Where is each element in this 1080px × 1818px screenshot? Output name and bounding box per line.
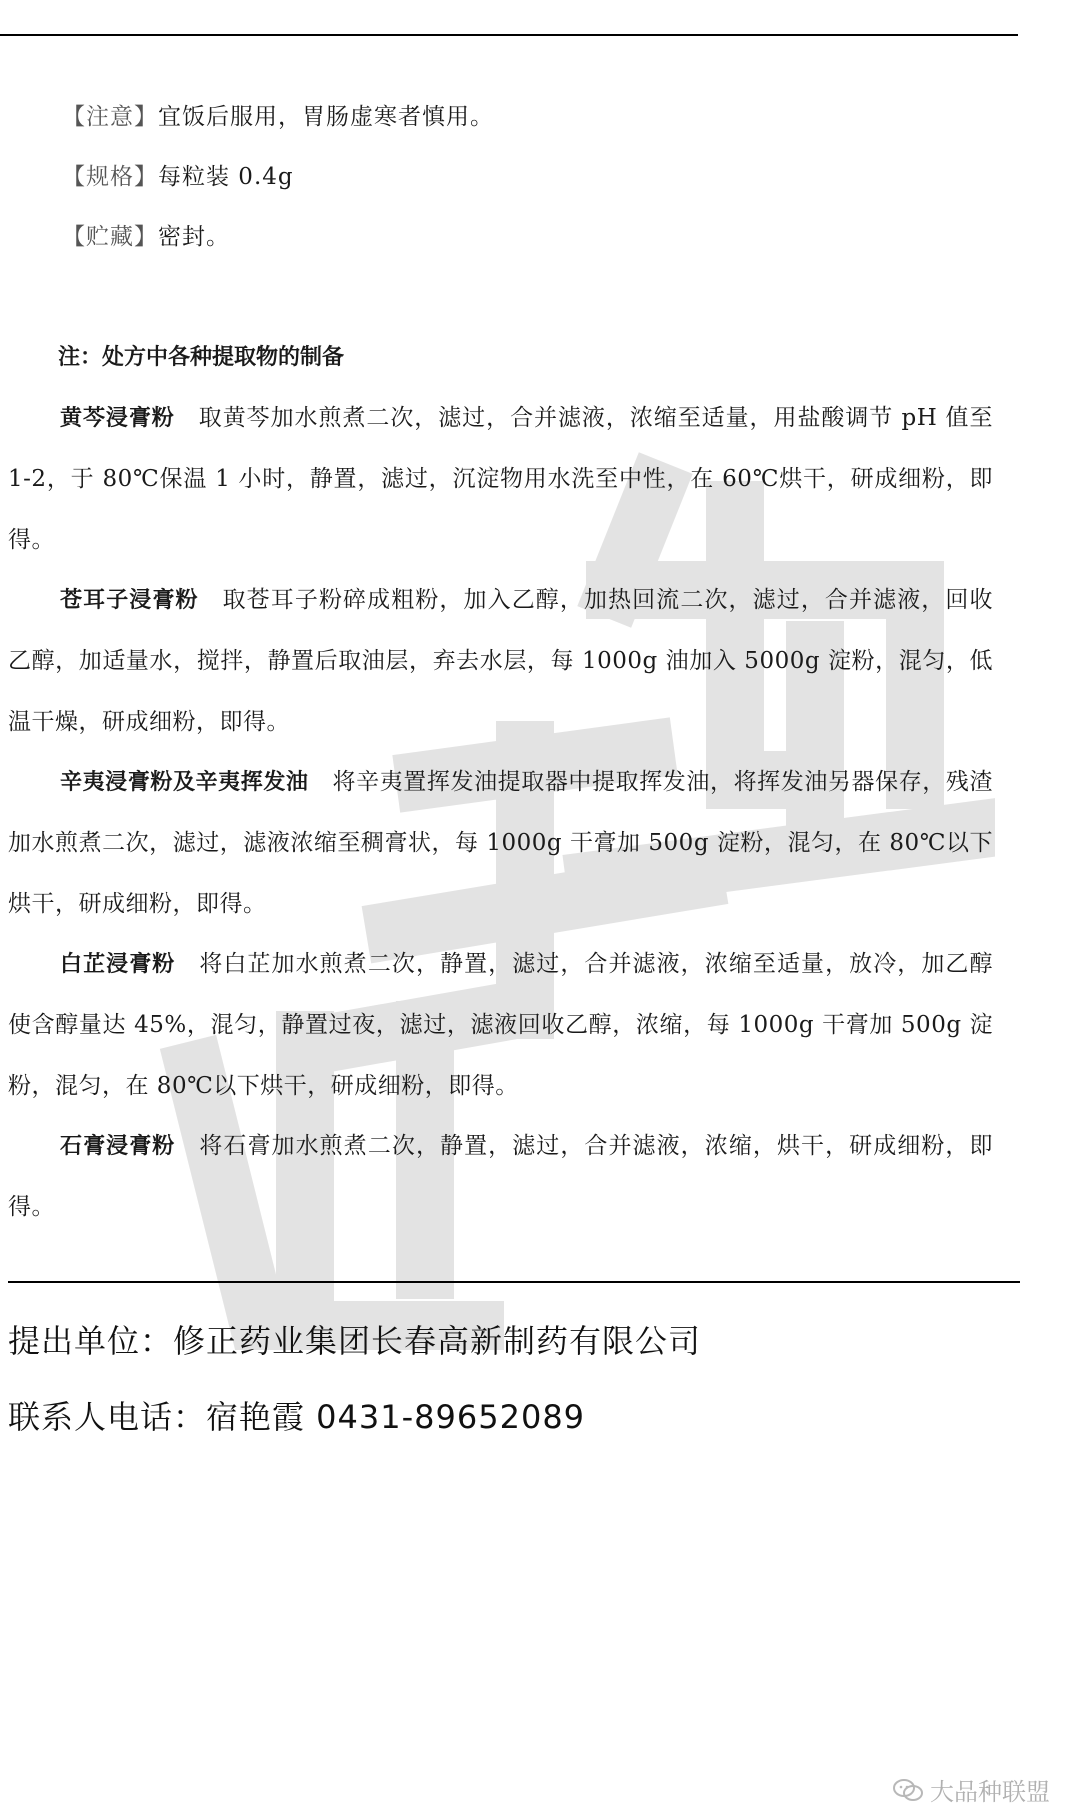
- top-divider: [0, 34, 1018, 36]
- prep-paragraph-angelica: [8, 934, 993, 1117]
- paragraph-body: 将辛夷置挥发油提取器中提取挥发油，将挥发油另器保存，残渣加水煎煮二次，滤过，滤液浓缩至稠膏状，每 1000g 干膏加 500g 淀粉，混匀，在 80℃以下烘干，研成细粉，即得。: [8, 769, 993, 917]
- prep-paragraph-gypsum: [8, 1116, 993, 1238]
- prep-paragraph-scutellaria: [8, 388, 993, 571]
- paragraph-heading: 苍耳子浸膏粉: [60, 588, 199, 613]
- caution-key: 【注意】: [62, 104, 158, 130]
- paragraph-body: 将白芷加水煎煮二次，静置，滤过，合并滤液，浓缩至适量，放冷，加乙醇使含醇量达 45%，混匀，静置过夜，滤过，滤液回收乙醇，浓缩，每 1000g 干膏加 500g 淀粉，混匀，在 80℃以下烘干，研成细粉，即得。: [8, 951, 993, 1099]
- specification-key: 【规格】: [62, 164, 158, 190]
- note-heading: 注：处方中各种提取物的制备: [58, 345, 345, 370]
- specification-field: [62, 158, 294, 191]
- storage-key: 【贮藏】: [62, 224, 158, 250]
- paragraph-heading: 黄芩浸膏粉: [60, 406, 175, 431]
- paragraph-heading: 石膏浸膏粉: [60, 1134, 176, 1159]
- contact-phone: 联系人电话：宿艳霞 0431-89652089: [8, 1398, 586, 1436]
- wechat-account-name: 大品种联盟: [930, 1778, 1050, 1806]
- footer-divider: [8, 1281, 1020, 1283]
- paragraph-heading: 辛夷浸膏粉及辛夷挥发油: [60, 770, 309, 795]
- prep-paragraph-xanthium: [8, 570, 993, 753]
- specification-value: 每粒装 0.4g: [158, 164, 294, 190]
- paragraph-body: 取黄芩加水煎煮二次，滤过，合并滤液，浓缩至适量，用盐酸调节 pH 值至 1-2，于 80℃保温 1 小时，静置，滤过，沉淀物用水洗至中性，在 60℃烘干，研成细粉，即得。: [8, 405, 993, 553]
- wechat-account-badge[interactable]: [892, 1772, 1050, 1807]
- storage-value: 密封。: [158, 224, 230, 250]
- caution-value: 宜饭后服用，胃肠虚寒者慎用。: [158, 104, 494, 130]
- caution-field: [62, 98, 494, 131]
- prep-paragraph-magnolia: [8, 752, 993, 935]
- proposing-unit: 提出单位：修正药业集团长春高新制药有限公司: [8, 1322, 702, 1360]
- wechat-icon: [892, 1777, 924, 1803]
- paragraph-body: 取苍耳子粉碎成粗粉，加入乙醇，加热回流二次，滤过，合并滤液，回收乙醇，加适量水，搅拌，静置后取油层，弃去水层，每 1000g 油加入 5000g 淀粉，混匀，低温干燥，研成细粉，即得。: [8, 587, 993, 735]
- paragraph-body: 将石膏加水煎煮二次，静置，滤过，合并滤液，浓缩，烘干，研成细粉，即得。: [8, 1133, 993, 1220]
- storage-field: [62, 218, 230, 251]
- paragraph-heading: 白芷浸膏粉: [60, 952, 176, 977]
